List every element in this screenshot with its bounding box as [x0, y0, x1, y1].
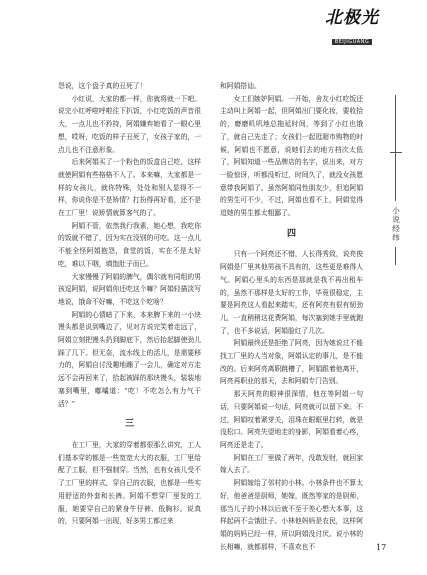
paragraph: 只有一个阿亮还不错，人长得秀致，说亮俊阿娟是厂里其他男孩不具有的，这些更是难得人气。阿娟心里头的东西是那就是我不再出租车的，虽然不那样是太好的工作，毕竟很稳定，主要是阿亮这人看起来踏实，还有阿亮有很有韧劲儿，一直稍稍这花费阿娟，每次塞到她手里就跑了，也不多说话，阿娟脸红了几次。: [220, 250, 363, 335]
side-rule-tick: [390, 152, 402, 153]
side-rule-top: [395, 95, 396, 201]
paragraph: 阿娟的心情暗了下来，本来脾下来的一小块馒头都是说到嘴边了，见对方说完笑着走远了，阿娟立刻把馒头扔到脚底下，然后抬起脚使劲儿踩了几下。但无奈，流水线上的活儿，是需要移力的，阿娟自讨没趣地蹦了一会儿，确定对方走远不会再回来了，拾起被踩的那块馒头，装装地塞到嘴里，嘟囔道：“吃！不吃怎么有力气干活？”: [58, 310, 201, 408]
section-heading: 三: [124, 419, 134, 430]
section-heading: 四: [286, 228, 296, 239]
paragraph: 小红说，大家的都一样，你就将就一下吧。说完小红呼啦呼啦往下扒饭，小红吃饭的声音很大，一点儿也不矜持，阿娟嫌弃她看了一眼心里想，哎呀，吃饭的样子丑死了，女孩子家的，一点儿也不注意形象。: [58, 94, 201, 154]
paragraph: 阿娟嫁给了邻村的小林。小林条件也不算太好，他爸爸是厨师，她嫁，既然等家的是厨师，那当儿子的小林以后就不至于差心想大本事，这样起码不会饿肚子。小林他妈妈是农民，这样阿娟的妈妈已经一样，所以阿娟没讨厌。说小林的长相嘛，就都那样，不喜欢也不: [220, 479, 363, 551]
paragraph: 阿娟最终还是拒绝了阿亮，因为她说过不能找工厂里的人当对象，阿娟认定的事儿，是不能改的。后来阿亮离职跳槽了，阿娟跟着他离开，阿亮再职业的那天，去和阿娟专门告别。: [220, 339, 363, 386]
logo-text: 北极光: [325, 8, 379, 28]
left-column: [58, 80, 201, 528]
paragraph: 那天阿亮的眼神很深情，他在等阿娟一句话，只要阿娟说一句话，阿亮就可以留下来。不过，阿娟叹着紧芽关，泪珠在眼眶里打转，就是没松口。阿亮失望地走的身影，阿娟看着心疼，阿亮还是走了。: [220, 390, 363, 449]
paragraph: 和阿娟搭讪。: [220, 82, 261, 90]
section-side-label: 小说经纬: [392, 206, 400, 242]
paragraph: 阿娟不管，依然我行我素，她心想，我吃你的饭就不错了，因为实在没别的可吃。这一点儿不能全怪阿娟抱怨，食堂的饭，实在不是太好吃，难以下咽，填饱肚子而已。: [58, 221, 201, 268]
right-column: [220, 80, 363, 553]
logo-subtitle: BEIJIGUANG: [332, 39, 373, 45]
paragraph: 大家慢慢了阿娟的脾气，偶尔就有同组的男孩逗阿娟，说阿娟你还吃这个嘛？阿娟轻描淡写地说，饿命不好嘛，不吃这个吃啥？: [58, 272, 201, 306]
paragraph: 怨说，这个盘子真的丑死了！: [58, 82, 147, 90]
page-number: 17: [376, 543, 387, 552]
paragraph: 在工厂里，大家的穿着都很那么讲究，工人们基本穿的都是一些宽宽大大的衣服，工厂里给配了工服，但不强制穿。当然，也有女孩儿受不了工厂里的样式，穿自己的衣服，也都是一些实用舒适的外套和长裤。阿娟不想穿厂里发的工服，她要穿自己的紧身牛仔裤、低胸衫。说真的，只要阿娟一出现，好多男工都过来: [58, 440, 201, 526]
paragraph: 后来阿娟买了一个粉色的饭盒自己吃，这样就使阿娟有些格格不入了。本来嘛，大家都是一样的女孩儿，就你特殊，处处和别人显得不一样，你说你是不是矫情？打扮得再好看，还不是在工厂里！说矫情就算客气的了。: [58, 158, 201, 218]
magazine-logo: [312, 8, 392, 52]
paragraph: 女工们嫉妒阿娟。一开始，舍友小红吃饭还主动叫上阿娟一起，但阿娟出门要化妆，要收拾的，磨磨叽叽地总拖延时间，等到了小红也饿了，就自己先走了；女孩们一起逛超市购物的时候，阿娟也不愿意，说她们去的地方档次太低了，阿娟知道一些品牌店的名字，说出来，对方一脸惊讶，听都没听过，时间久了，就没女孩愿意带我阿娟了。虽然阿娟同性朋友少，但追阿娟的男生可不少，不过，阿娟也看不上，阿娟觉得追她的男生都太粗鄙了。: [220, 94, 363, 218]
paragraph: 阿娟在工厂里做了两年，没敢发财，就回家嫁人去了。: [220, 453, 363, 475]
side-rule-bottom: [395, 247, 396, 265]
